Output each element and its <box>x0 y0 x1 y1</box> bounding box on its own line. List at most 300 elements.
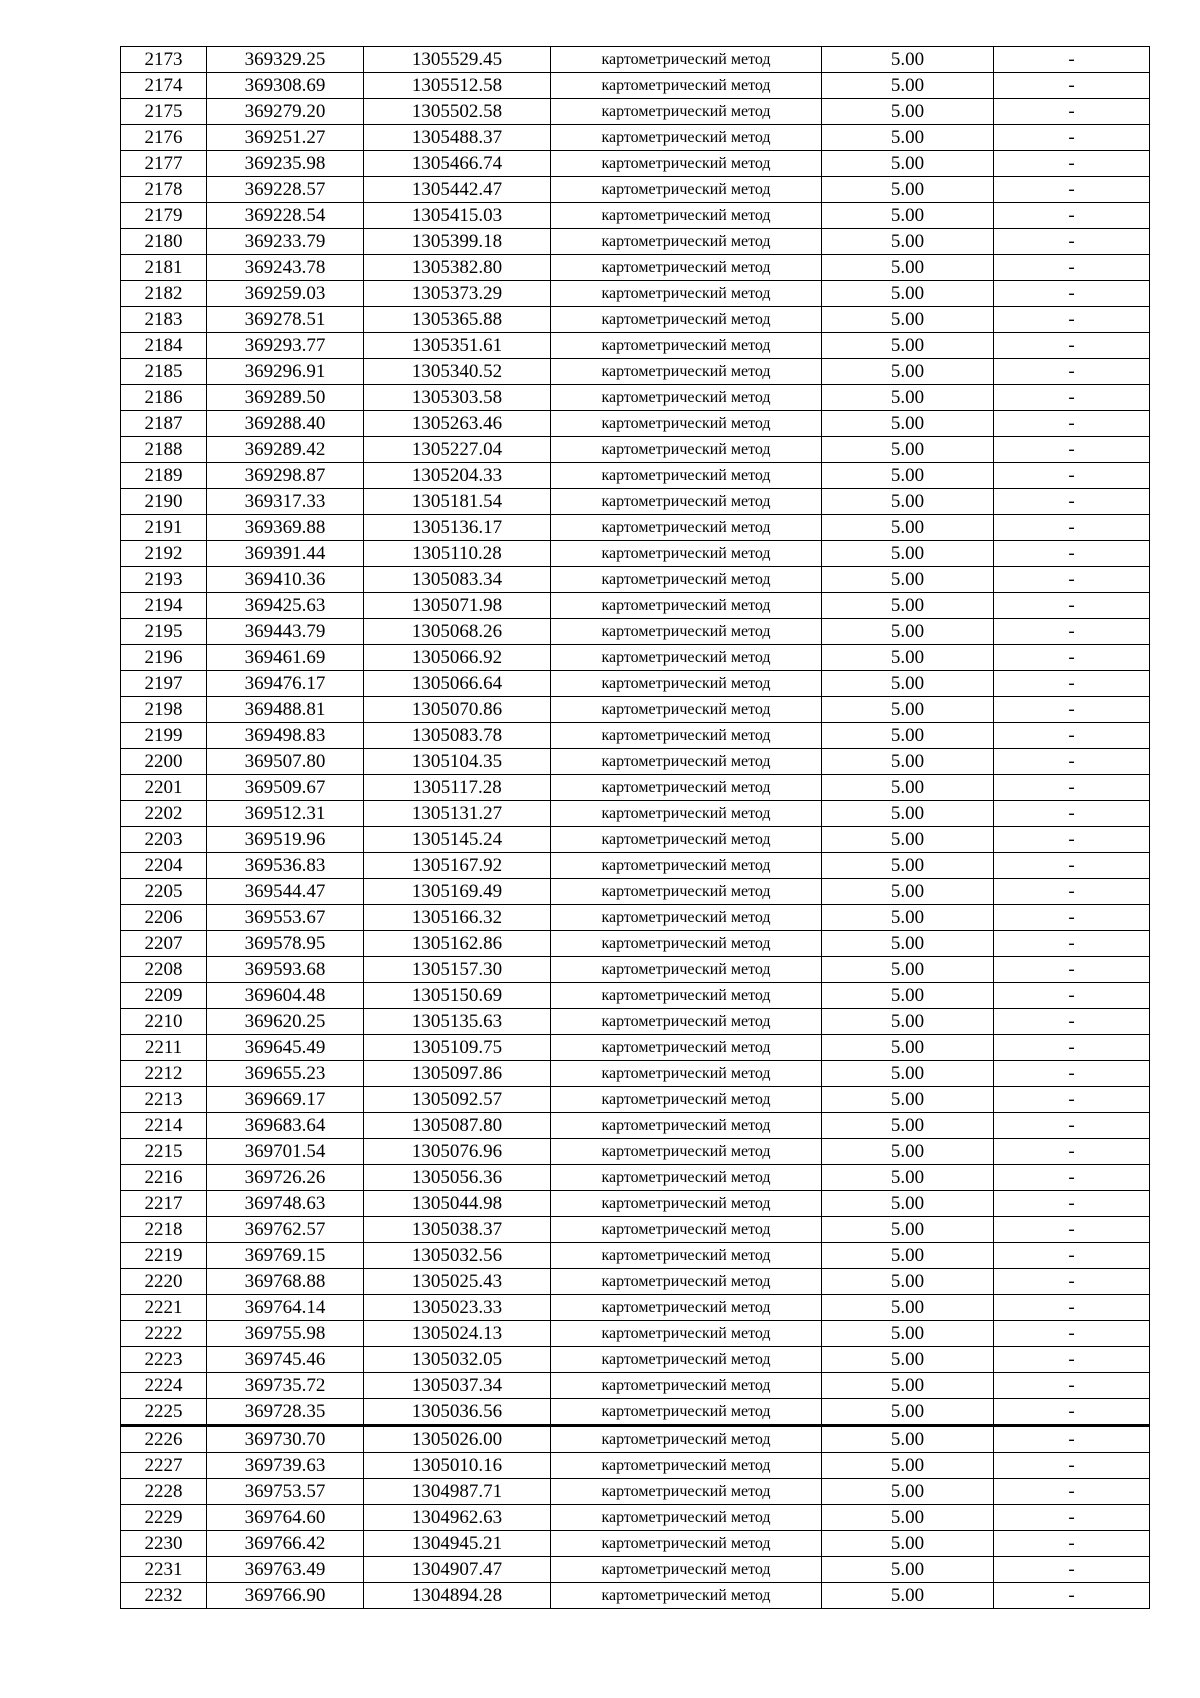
point-number-cell: 2204 <box>121 853 207 879</box>
method-cell: картометрический метод <box>551 1295 822 1321</box>
description-cell: - <box>994 1165 1150 1191</box>
method-cell: картометрический метод <box>551 801 822 827</box>
point-number-cell: 2192 <box>121 541 207 567</box>
accuracy-cell: 5.00 <box>822 203 994 229</box>
description-cell: - <box>994 931 1150 957</box>
table-row <box>121 255 1150 281</box>
point-number-cell: 2212 <box>121 1061 207 1087</box>
description-cell: - <box>994 1453 1150 1479</box>
table-row <box>121 1531 1150 1557</box>
description-cell: - <box>994 1009 1150 1035</box>
y-coordinate-cell: 1305135.63 <box>364 1009 551 1035</box>
accuracy-cell: 5.00 <box>822 1113 994 1139</box>
method-cell: картометрический метод <box>551 489 822 515</box>
table-row <box>121 541 1150 567</box>
accuracy-cell: 5.00 <box>822 697 994 723</box>
y-coordinate-cell: 1305044.98 <box>364 1191 551 1217</box>
y-coordinate-cell: 1305365.88 <box>364 307 551 333</box>
accuracy-cell: 5.00 <box>822 1061 994 1087</box>
point-number-cell: 2225 <box>121 1399 207 1426</box>
accuracy-cell: 5.00 <box>822 1583 994 1609</box>
x-coordinate-cell: 369288.40 <box>207 411 364 437</box>
method-cell: картометрический метод <box>551 1165 822 1191</box>
table-row <box>121 463 1150 489</box>
y-coordinate-cell: 1305227.04 <box>364 437 551 463</box>
table-row <box>121 47 1150 73</box>
description-cell: - <box>994 593 1150 619</box>
y-coordinate-cell: 1305037.34 <box>364 1373 551 1399</box>
accuracy-cell: 5.00 <box>822 255 994 281</box>
table-row <box>121 983 1150 1009</box>
x-coordinate-cell: 369512.31 <box>207 801 364 827</box>
x-coordinate-cell: 369578.95 <box>207 931 364 957</box>
y-coordinate-cell: 1305026.00 <box>364 1426 551 1453</box>
method-cell: картометрический метод <box>551 151 822 177</box>
method-cell: картометрический метод <box>551 333 822 359</box>
x-coordinate-cell: 369753.57 <box>207 1479 364 1505</box>
method-cell: картометрический метод <box>551 125 822 151</box>
method-cell: картометрический метод <box>551 1453 822 1479</box>
point-number-cell: 2210 <box>121 1009 207 1035</box>
table-row <box>121 775 1150 801</box>
table-row <box>121 1479 1150 1505</box>
description-cell: - <box>994 333 1150 359</box>
point-number-cell: 2215 <box>121 1139 207 1165</box>
y-coordinate-cell: 1305340.52 <box>364 359 551 385</box>
table-row <box>121 1583 1150 1609</box>
y-coordinate-cell: 1305502.58 <box>364 99 551 125</box>
description-cell: - <box>994 281 1150 307</box>
y-coordinate-cell: 1305110.28 <box>364 541 551 567</box>
table-row <box>121 1087 1150 1113</box>
table-row <box>121 1139 1150 1165</box>
y-coordinate-cell: 1305036.56 <box>364 1399 551 1426</box>
accuracy-cell: 5.00 <box>822 1426 994 1453</box>
x-coordinate-cell: 369755.98 <box>207 1321 364 1347</box>
method-cell: картометрический метод <box>551 177 822 203</box>
description-cell: - <box>994 801 1150 827</box>
description-cell: - <box>994 229 1150 255</box>
method-cell: картометрический метод <box>551 1531 822 1557</box>
method-cell: картометрический метод <box>551 411 822 437</box>
description-cell: - <box>994 1399 1150 1426</box>
x-coordinate-cell: 369739.63 <box>207 1453 364 1479</box>
accuracy-cell: 5.00 <box>822 1087 994 1113</box>
description-cell: - <box>994 1113 1150 1139</box>
description-cell: - <box>994 1295 1150 1321</box>
x-coordinate-cell: 369293.77 <box>207 333 364 359</box>
x-coordinate-cell: 369425.63 <box>207 593 364 619</box>
y-coordinate-cell: 1304945.21 <box>364 1531 551 1557</box>
method-cell: картометрический метод <box>551 1505 822 1531</box>
method-cell: картометрический метод <box>551 567 822 593</box>
y-coordinate-cell: 1305117.28 <box>364 775 551 801</box>
table-row <box>121 1165 1150 1191</box>
description-cell: - <box>994 411 1150 437</box>
description-cell: - <box>994 151 1150 177</box>
y-coordinate-cell: 1305010.16 <box>364 1453 551 1479</box>
method-cell: картометрический метод <box>551 203 822 229</box>
accuracy-cell: 5.00 <box>822 827 994 853</box>
y-coordinate-cell: 1304907.47 <box>364 1557 551 1583</box>
accuracy-cell: 5.00 <box>822 125 994 151</box>
x-coordinate-cell: 369768.88 <box>207 1269 364 1295</box>
description-cell: - <box>994 775 1150 801</box>
table-row <box>121 1347 1150 1373</box>
accuracy-cell: 5.00 <box>822 619 994 645</box>
point-number-cell: 2178 <box>121 177 207 203</box>
description-cell: - <box>994 359 1150 385</box>
method-cell: картометрический метод <box>551 827 822 853</box>
method-cell: картометрический метод <box>551 1217 822 1243</box>
accuracy-cell: 5.00 <box>822 1139 994 1165</box>
table-row <box>121 723 1150 749</box>
description-cell: - <box>994 515 1150 541</box>
accuracy-cell: 5.00 <box>822 1321 994 1347</box>
point-number-cell: 2197 <box>121 671 207 697</box>
point-number-cell: 2198 <box>121 697 207 723</box>
y-coordinate-cell: 1305303.58 <box>364 385 551 411</box>
y-coordinate-cell: 1305025.43 <box>364 1269 551 1295</box>
table-row <box>121 1217 1150 1243</box>
point-number-cell: 2209 <box>121 983 207 1009</box>
description-cell: - <box>994 125 1150 151</box>
description-cell: - <box>994 983 1150 1009</box>
point-number-cell: 2174 <box>121 73 207 99</box>
y-coordinate-cell: 1305351.61 <box>364 333 551 359</box>
method-cell: картометрический метод <box>551 281 822 307</box>
point-number-cell: 2218 <box>121 1217 207 1243</box>
x-coordinate-cell: 369764.60 <box>207 1505 364 1531</box>
method-cell: картометрический метод <box>551 749 822 775</box>
point-number-cell: 2222 <box>121 1321 207 1347</box>
point-number-cell: 2188 <box>121 437 207 463</box>
accuracy-cell: 5.00 <box>822 1347 994 1373</box>
x-coordinate-cell: 369620.25 <box>207 1009 364 1035</box>
point-number-cell: 2228 <box>121 1479 207 1505</box>
x-coordinate-cell: 369228.57 <box>207 177 364 203</box>
x-coordinate-cell: 369745.46 <box>207 1347 364 1373</box>
y-coordinate-cell: 1305166.32 <box>364 905 551 931</box>
x-coordinate-cell: 369645.49 <box>207 1035 364 1061</box>
table-row <box>121 567 1150 593</box>
method-cell: картометрический метод <box>551 515 822 541</box>
accuracy-cell: 5.00 <box>822 1009 994 1035</box>
accuracy-cell: 5.00 <box>822 333 994 359</box>
accuracy-cell: 5.00 <box>822 437 994 463</box>
description-cell: - <box>994 47 1150 73</box>
point-number-cell: 2180 <box>121 229 207 255</box>
accuracy-cell: 5.00 <box>822 515 994 541</box>
x-coordinate-cell: 369766.90 <box>207 1583 364 1609</box>
accuracy-cell: 5.00 <box>822 1505 994 1531</box>
description-cell: - <box>994 489 1150 515</box>
point-number-cell: 2213 <box>121 1087 207 1113</box>
description-cell: - <box>994 697 1150 723</box>
point-number-cell: 2200 <box>121 749 207 775</box>
method-cell: картометрический метод <box>551 1373 822 1399</box>
method-cell: картометрический метод <box>551 1139 822 1165</box>
point-number-cell: 2224 <box>121 1373 207 1399</box>
table-row <box>121 1373 1150 1399</box>
accuracy-cell: 5.00 <box>822 1217 994 1243</box>
method-cell: картометрический метод <box>551 853 822 879</box>
x-coordinate-cell: 369593.68 <box>207 957 364 983</box>
point-number-cell: 2179 <box>121 203 207 229</box>
y-coordinate-cell: 1305373.29 <box>364 281 551 307</box>
x-coordinate-cell: 369279.20 <box>207 99 364 125</box>
method-cell: картометрический метод <box>551 1061 822 1087</box>
y-coordinate-cell: 1305071.98 <box>364 593 551 619</box>
description-cell: - <box>994 385 1150 411</box>
description-cell: - <box>994 463 1150 489</box>
y-coordinate-cell: 1305136.17 <box>364 515 551 541</box>
accuracy-cell: 5.00 <box>822 1295 994 1321</box>
y-coordinate-cell: 1305162.86 <box>364 931 551 957</box>
table-row <box>121 931 1150 957</box>
table-row <box>121 229 1150 255</box>
x-coordinate-cell: 369391.44 <box>207 541 364 567</box>
y-coordinate-cell: 1305070.86 <box>364 697 551 723</box>
x-coordinate-cell: 369296.91 <box>207 359 364 385</box>
y-coordinate-cell: 1305097.86 <box>364 1061 551 1087</box>
accuracy-cell: 5.00 <box>822 1453 994 1479</box>
point-number-cell: 2217 <box>121 1191 207 1217</box>
description-cell: - <box>994 1217 1150 1243</box>
point-number-cell: 2181 <box>121 255 207 281</box>
table-row <box>121 437 1150 463</box>
y-coordinate-cell: 1305109.75 <box>364 1035 551 1061</box>
description-cell: - <box>994 879 1150 905</box>
description-cell: - <box>994 255 1150 281</box>
x-coordinate-cell: 369701.54 <box>207 1139 364 1165</box>
method-cell: картометрический метод <box>551 1399 822 1426</box>
accuracy-cell: 5.00 <box>822 411 994 437</box>
x-coordinate-cell: 369259.03 <box>207 281 364 307</box>
accuracy-cell: 5.00 <box>822 1243 994 1269</box>
point-number-cell: 2193 <box>121 567 207 593</box>
coordinates-table <box>120 46 1150 1609</box>
description-cell: - <box>994 1347 1150 1373</box>
method-cell: картометрический метод <box>551 619 822 645</box>
description-cell: - <box>994 307 1150 333</box>
x-coordinate-cell: 369289.42 <box>207 437 364 463</box>
y-coordinate-cell: 1305131.27 <box>364 801 551 827</box>
accuracy-cell: 5.00 <box>822 73 994 99</box>
point-number-cell: 2199 <box>121 723 207 749</box>
description-cell: - <box>994 1191 1150 1217</box>
x-coordinate-cell: 369369.88 <box>207 515 364 541</box>
y-coordinate-cell: 1305066.64 <box>364 671 551 697</box>
method-cell: картометрический метод <box>551 671 822 697</box>
table-row <box>121 1399 1150 1426</box>
table-row <box>121 905 1150 931</box>
x-coordinate-cell: 369278.51 <box>207 307 364 333</box>
accuracy-cell: 5.00 <box>822 385 994 411</box>
x-coordinate-cell: 369519.96 <box>207 827 364 853</box>
point-number-cell: 2173 <box>121 47 207 73</box>
description-cell: - <box>994 1269 1150 1295</box>
accuracy-cell: 5.00 <box>822 749 994 775</box>
y-coordinate-cell: 1305083.34 <box>364 567 551 593</box>
accuracy-cell: 5.00 <box>822 1165 994 1191</box>
x-coordinate-cell: 369728.35 <box>207 1399 364 1426</box>
y-coordinate-cell: 1305066.92 <box>364 645 551 671</box>
accuracy-cell: 5.00 <box>822 567 994 593</box>
y-coordinate-cell: 1305488.37 <box>364 125 551 151</box>
description-cell: - <box>994 1426 1150 1453</box>
table-row <box>121 359 1150 385</box>
point-number-cell: 2205 <box>121 879 207 905</box>
x-coordinate-cell: 369762.57 <box>207 1217 364 1243</box>
y-coordinate-cell: 1305083.78 <box>364 723 551 749</box>
point-number-cell: 2208 <box>121 957 207 983</box>
table-row <box>121 489 1150 515</box>
table-row <box>121 1269 1150 1295</box>
method-cell: картометрический метод <box>551 463 822 489</box>
method-cell: картометрический метод <box>551 879 822 905</box>
accuracy-cell: 5.00 <box>822 593 994 619</box>
description-cell: - <box>994 671 1150 697</box>
accuracy-cell: 5.00 <box>822 775 994 801</box>
method-cell: картометрический метод <box>551 229 822 255</box>
table-row <box>121 957 1150 983</box>
accuracy-cell: 5.00 <box>822 983 994 1009</box>
y-coordinate-cell: 1305512.58 <box>364 73 551 99</box>
x-coordinate-cell: 369308.69 <box>207 73 364 99</box>
table-row <box>121 151 1150 177</box>
y-coordinate-cell: 1305023.33 <box>364 1295 551 1321</box>
accuracy-cell: 5.00 <box>822 1373 994 1399</box>
method-cell: картометрический метод <box>551 905 822 931</box>
x-coordinate-cell: 369251.27 <box>207 125 364 151</box>
table-row <box>121 645 1150 671</box>
y-coordinate-cell: 1305181.54 <box>364 489 551 515</box>
table-row <box>121 1453 1150 1479</box>
x-coordinate-cell: 369735.72 <box>207 1373 364 1399</box>
method-cell: картометрический метод <box>551 593 822 619</box>
point-number-cell: 2227 <box>121 1453 207 1479</box>
description-cell: - <box>994 957 1150 983</box>
y-coordinate-cell: 1305092.57 <box>364 1087 551 1113</box>
x-coordinate-cell: 369410.36 <box>207 567 364 593</box>
table-row <box>121 307 1150 333</box>
method-cell: картометрический метод <box>551 1243 822 1269</box>
x-coordinate-cell: 369509.67 <box>207 775 364 801</box>
y-coordinate-cell: 1305104.35 <box>364 749 551 775</box>
method-cell: картометрический метод <box>551 1009 822 1035</box>
accuracy-cell: 5.00 <box>822 281 994 307</box>
x-coordinate-cell: 369498.83 <box>207 723 364 749</box>
point-number-cell: 2175 <box>121 99 207 125</box>
y-coordinate-cell: 1305529.45 <box>364 47 551 73</box>
table-row <box>121 1505 1150 1531</box>
y-coordinate-cell: 1305415.03 <box>364 203 551 229</box>
description-cell: - <box>994 1243 1150 1269</box>
accuracy-cell: 5.00 <box>822 489 994 515</box>
method-cell: картометрический метод <box>551 385 822 411</box>
method-cell: картометрический метод <box>551 73 822 99</box>
table-row <box>121 99 1150 125</box>
table-row <box>121 1035 1150 1061</box>
y-coordinate-cell: 1304962.63 <box>364 1505 551 1531</box>
accuracy-cell: 5.00 <box>822 1269 994 1295</box>
table-row <box>121 827 1150 853</box>
accuracy-cell: 5.00 <box>822 671 994 697</box>
point-number-cell: 2219 <box>121 1243 207 1269</box>
x-coordinate-cell: 369669.17 <box>207 1087 364 1113</box>
x-coordinate-cell: 369233.79 <box>207 229 364 255</box>
point-number-cell: 2202 <box>121 801 207 827</box>
x-coordinate-cell: 369235.98 <box>207 151 364 177</box>
x-coordinate-cell: 369461.69 <box>207 645 364 671</box>
x-coordinate-cell: 369507.80 <box>207 749 364 775</box>
y-coordinate-cell: 1305056.36 <box>364 1165 551 1191</box>
x-coordinate-cell: 369329.25 <box>207 47 364 73</box>
point-number-cell: 2183 <box>121 307 207 333</box>
accuracy-cell: 5.00 <box>822 541 994 567</box>
point-number-cell: 2207 <box>121 931 207 957</box>
accuracy-cell: 5.00 <box>822 801 994 827</box>
table-row <box>121 515 1150 541</box>
accuracy-cell: 5.00 <box>822 1191 994 1217</box>
method-cell: картометрический метод <box>551 983 822 1009</box>
method-cell: картометрический метод <box>551 1087 822 1113</box>
point-number-cell: 2211 <box>121 1035 207 1061</box>
method-cell: картометрический метод <box>551 1191 822 1217</box>
description-cell: - <box>994 437 1150 463</box>
x-coordinate-cell: 369726.26 <box>207 1165 364 1191</box>
method-cell: картометрический метод <box>551 1113 822 1139</box>
table-row <box>121 385 1150 411</box>
table-row <box>121 1191 1150 1217</box>
description-cell: - <box>994 827 1150 853</box>
method-cell: картометрический метод <box>551 1321 822 1347</box>
accuracy-cell: 5.00 <box>822 1557 994 1583</box>
description-cell: - <box>994 749 1150 775</box>
table-row <box>121 1113 1150 1139</box>
y-coordinate-cell: 1305263.46 <box>364 411 551 437</box>
method-cell: картометрический метод <box>551 1035 822 1061</box>
description-cell: - <box>994 1583 1150 1609</box>
x-coordinate-cell: 369683.64 <box>207 1113 364 1139</box>
accuracy-cell: 5.00 <box>822 177 994 203</box>
accuracy-cell: 5.00 <box>822 957 994 983</box>
description-cell: - <box>994 177 1150 203</box>
accuracy-cell: 5.00 <box>822 905 994 931</box>
y-coordinate-cell: 1305169.49 <box>364 879 551 905</box>
point-number-cell: 2230 <box>121 1531 207 1557</box>
accuracy-cell: 5.00 <box>822 1035 994 1061</box>
method-cell: картометрический метод <box>551 775 822 801</box>
point-number-cell: 2226 <box>121 1426 207 1453</box>
point-number-cell: 2229 <box>121 1505 207 1531</box>
point-number-cell: 2203 <box>121 827 207 853</box>
method-cell: картометрический метод <box>551 99 822 125</box>
x-coordinate-cell: 369769.15 <box>207 1243 364 1269</box>
description-cell: - <box>994 99 1150 125</box>
table-row <box>121 177 1150 203</box>
coordinates-table-body <box>121 47 1150 1609</box>
accuracy-cell: 5.00 <box>822 47 994 73</box>
accuracy-cell: 5.00 <box>822 1531 994 1557</box>
y-coordinate-cell: 1305399.18 <box>364 229 551 255</box>
point-number-cell: 2221 <box>121 1295 207 1321</box>
description-cell: - <box>994 1557 1150 1583</box>
y-coordinate-cell: 1305038.37 <box>364 1217 551 1243</box>
table-row <box>121 1426 1150 1453</box>
description-cell: - <box>994 1373 1150 1399</box>
